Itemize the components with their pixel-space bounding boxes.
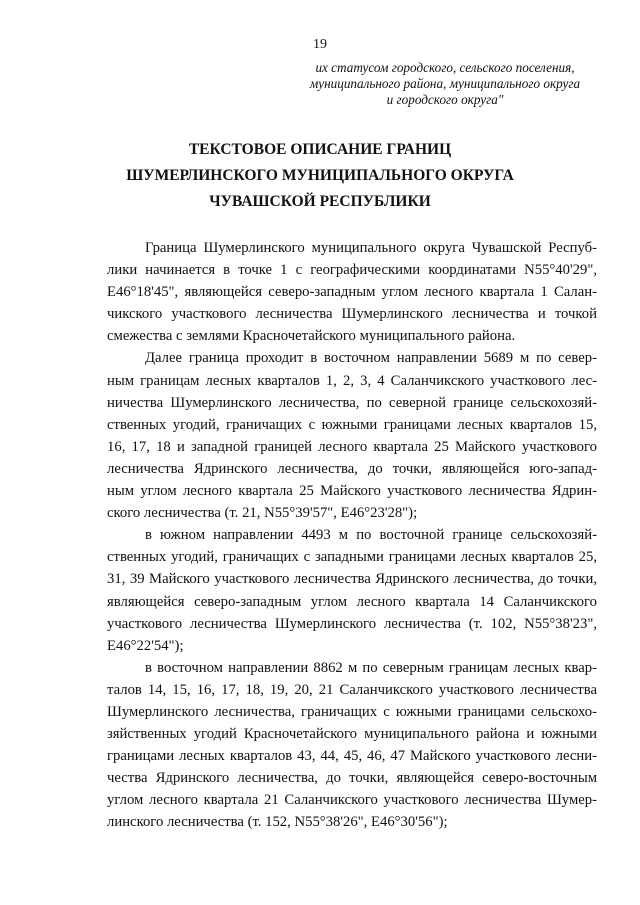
text-line: в южном направлении 4493 м по восточной границе сельскохозяй- [145,527,597,544]
paragraph [107,237,597,347]
text-line: чикского участкового лесничества Шумерлинского лесничества и точкой [107,306,597,323]
text-line: талов 14, 15, 16, 17, 18, 19, 20, 21 Саланчикского участкового лесничества [107,681,597,698]
text-line: Граница Шумерлинского муниципального округа Чувашской Респуб- [145,240,597,256]
text-line: ственных угодий, граничащих с южными границами лесных кварталов 15, [107,416,597,433]
text-line: ственных угодий, граничащих с западными границами лесных кварталов 25, [107,549,597,566]
text-line: границами лесных кварталов 43, 44, 45, 46, 47 Майского участкового лесни- [107,748,597,765]
text-line: лики начинается в точке 1 с географическими координатами N55°40'29", [107,262,597,279]
text-line: лесничества Ядринского лесничества, до точки, являющейся юго-запад- [107,460,597,477]
text-line: углом лесного квартала 21 Саланчикского участкового лесничества Шумер- [107,792,597,809]
page-number: 19 [313,37,327,52]
text-line: ничества Шумерлинского лесничества, по северной границе сельскохозяй- [107,394,597,411]
text-line: E46°18'45", являющейся северо-западным углом лесного квартала 1 Салан- [107,284,597,301]
paragraph [107,347,597,524]
text-line: 16, 17, 18 и западной границей лесного квартала 25 Майского участкового [107,438,597,455]
header-note-line: их статусом городского, сельского поселения, [315,60,575,75]
title-line: ЧУВАШСКОЙ РЕСПУБЛИКИ [209,193,431,210]
header-note-line: муниципального района, муниципального округа [309,76,581,91]
title-line: ТЕКСТОВОЕ ОПИСАНИЕ ГРАНИЦ [188,141,452,158]
text-line: чества Ядринского лесничества, до точки, являющейся северо-восточным [107,770,597,787]
text-line: зяйственных угодий Красночетайского муниципального района и южными [107,726,597,743]
text-line: являющейся северо-западным углом лесного квартала 14 Саланчикского [107,593,597,610]
text-line: Далее граница проходит в восточном направлении 5689 м по север- [145,350,597,367]
text-line: в восточном направлении 8862 м по северным границам лесных квар- [145,659,597,676]
header-note [280,60,610,108]
text-line: ным границам лесных кварталов 1, 2, 3, 4 Саланчикского участкового лес- [107,372,597,389]
document-title [0,137,640,215]
text-line: 31, 39 Майского участкового лесничества Ядринского лесничества, до точки, [107,571,597,588]
text-line: ского лесничества (т. 21, N55°39'57", E46°23'28"); [107,505,418,522]
text-line: смежества с землями Красночетайского муниципального района. [107,328,516,345]
text-line: линского лесничества (т. 152, N55°38'26", E46°30'56"); [107,814,448,831]
body-text [107,237,597,834]
paragraph [107,657,597,834]
text-line: ным углом лесного квартала 25 Майского участкового лесничества Ядрин- [107,483,597,500]
title-line: ШУМЕРЛИНСКОГО МУНИЦИПАЛЬНОГО ОКРУГА [126,167,514,184]
text-line: E46°22'54"); [107,637,184,654]
header-note-line: и городского округа" [386,92,504,107]
paragraph [107,524,597,657]
text-line: участкового лесничества Шумерлинского лесничества (т. 102, N55°38'23", [107,615,597,632]
text-line: Шумерлинского лесничества, граничащих с южными границами сельскохо- [107,703,597,720]
